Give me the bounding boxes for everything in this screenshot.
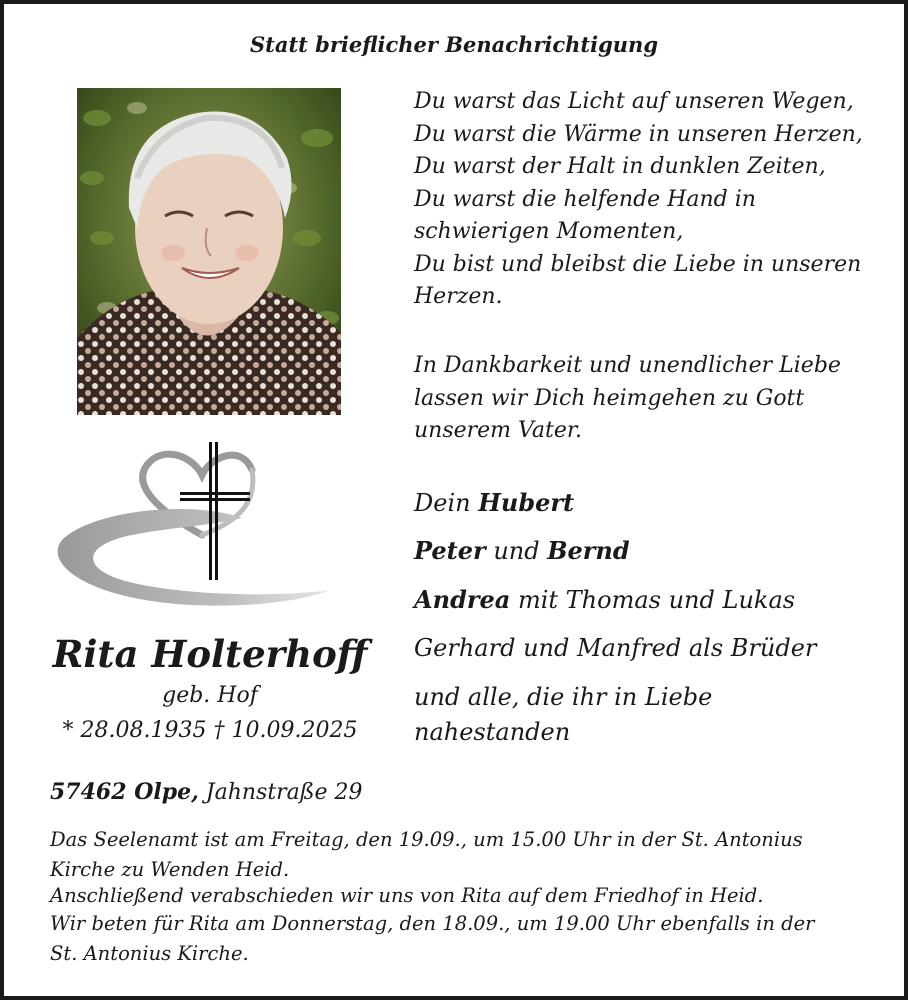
- signature-conjunction: und: [493, 537, 540, 565]
- poem-line: Du warst das Licht auf unseren Wegen,: [414, 89, 854, 114]
- deceased-birth-name: geb. Hof: [162, 683, 258, 708]
- signature-name: Bernd: [547, 536, 630, 565]
- service-note-line: Wir beten für Rita am Donnerstag, den 18.09., um 19.00 Uhr ebenfalls in der: [50, 912, 815, 935]
- poem-line: Du warst die helfende Hand in: [414, 186, 756, 212]
- signature-line: nahestanden: [414, 718, 571, 746]
- heart-cross-icon: [52, 440, 337, 610]
- signature-name: Andrea: [414, 585, 511, 614]
- signature-name: Hubert: [478, 488, 575, 517]
- poem-line: Du bist und bleibst die Liebe in unseren: [414, 251, 862, 277]
- service-note-line: Anschließend verabschieden wir uns von Rita auf dem Friedhof in Heid.: [50, 884, 764, 907]
- signature-line: [414, 584, 884, 616]
- service-note-line: St. Antonius Kirche.: [50, 942, 249, 965]
- poem-line: lassen wir Dich heimgehen zu Gott: [414, 385, 805, 411]
- notice-heading: Statt brieflicher Benachrichtigung: [249, 32, 659, 57]
- signature-prefix: Dein: [414, 489, 471, 517]
- signature-line: Gerhard und Manfred als Brüder: [414, 634, 817, 662]
- signature-line: [414, 535, 884, 567]
- poem-line: Du warst die Wärme in unseren Herzen,: [414, 121, 863, 147]
- address-street: Jahnstraße 29: [205, 780, 363, 805]
- poem-stanza-2: [414, 350, 884, 448]
- service-note-line: Das Seelenamt ist am Freitag, den 19.09., um 15.00 Uhr in der St. Antonius: [50, 828, 803, 851]
- signature-name: Peter: [414, 536, 486, 565]
- family-address: [50, 779, 363, 805]
- deceased-name: Rita Holterhoff: [52, 632, 368, 676]
- poem-line: Herzen.: [414, 284, 503, 309]
- signature-rest: mit Thomas und Lukas: [517, 586, 796, 614]
- portrait-photo: [77, 88, 341, 415]
- poem-line: Du warst der Halt in dunklen Zeiten,: [414, 154, 826, 179]
- poem-line: schwierigen Momenten,: [414, 219, 684, 244]
- signature-line: [414, 487, 884, 519]
- service-note-line: Kirche zu Wenden Heid.: [50, 858, 290, 881]
- poem-line: unserem Vater.: [414, 418, 582, 443]
- poem-stanza-1: [414, 86, 884, 314]
- address-city: 57462 Olpe,: [50, 779, 199, 805]
- poem-line: In Dankbarkeit und unendlicher Liebe: [414, 353, 841, 378]
- deceased-dates: * 28.08.1935 † 10.09.2025: [62, 718, 358, 743]
- signature-line: und alle, die ihr in Liebe: [414, 683, 713, 711]
